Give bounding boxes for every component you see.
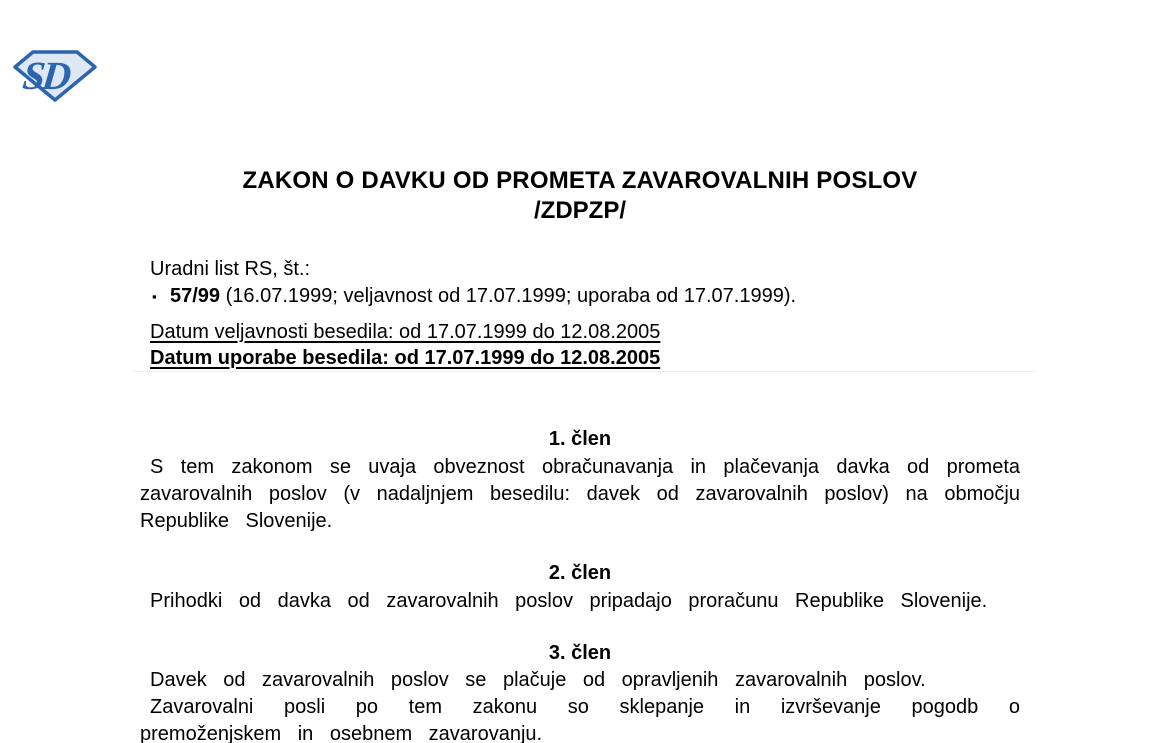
usage-line: Datum uporabe besedila: od 17.07.1999 do 12.08.2005	[150, 347, 661, 369]
article-2-heading: 2. člen	[548, 562, 612, 584]
article-1-heading: 1. člen	[548, 428, 612, 450]
logo-letters: SD	[20, 53, 71, 98]
site-logo	[12, 48, 98, 104]
gazette-item	[140, 284, 1020, 308]
article-1-paragraph-1: S tem zakonom se uvaja obveznost obračunavanja in plačevanja davka od prometa zavarovalnih poslov (v nadaljnjem besedilu: davek od zavarovalnih poslov) na območju Republike Slovenije.	[140, 456, 1020, 532]
logo-diamond-icon	[12, 48, 98, 104]
document-title: ZAKON O DAVKU OD PROMETA ZAVAROVALNIH POSLOV	[242, 167, 918, 194]
document-subtitle: /ZDPZP/	[533, 197, 626, 224]
square-bullet-icon: ▪	[152, 289, 157, 304]
article-3-paragraph-1: Davek od zavarovalnih poslov se plačuje od opravljenih zavarovalnih poslov.	[150, 669, 926, 691]
section-divider	[133, 371, 1037, 372]
gazette-details: (16.07.1999; veljavnost od 17.07.1999; uporaba od 17.07.1999).	[220, 285, 797, 307]
gazette-number: 57/99	[170, 285, 221, 307]
article-3-paragraph-2: Zavarovalni posli po tem zakonu so sklepanje in izvrševanje pogodb o premoženjskem in osebnem zavarovanju.	[140, 696, 1020, 743]
article-3-heading: 3. člen	[548, 642, 612, 664]
validity-line: Datum veljavnosti besedila: od 17.07.1999 do 12.08.2005	[150, 321, 661, 343]
gazette-label: Uradni list RS, št.:	[150, 258, 311, 280]
document-content	[140, 0, 1020, 743]
article-2-paragraph-1: Prihodki od davka od zavarovalnih poslov pripadajo proračunu Republike Slovenije.	[150, 590, 988, 612]
